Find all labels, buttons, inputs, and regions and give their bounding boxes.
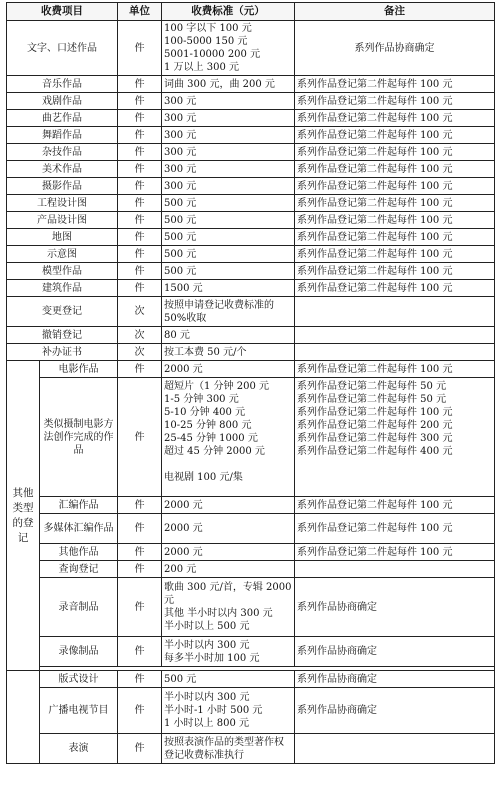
table-row — [7, 263, 495, 280]
table-row — [7, 688, 495, 734]
note-cell: 系列作品协商确定 — [295, 21, 495, 76]
item-cell: 版式设计 — [40, 671, 118, 688]
unit-cell: 件 — [118, 127, 162, 144]
unit-cell: 件 — [118, 688, 162, 734]
item-cell: 美术作品 — [7, 161, 118, 178]
standard-cell: 500 元 — [162, 246, 295, 263]
table-row — [7, 229, 495, 246]
table-row — [7, 378, 495, 497]
note-cell: 系列作品登记第二件起每件 100 元 — [295, 514, 495, 544]
table-row — [7, 671, 495, 688]
table-row — [7, 110, 495, 127]
note-cell: 系列作品登记第二件起每件 100 元 — [295, 178, 495, 195]
standard-cell — [162, 578, 295, 637]
unit-cell: 件 — [118, 195, 162, 212]
unit-cell: 件 — [118, 93, 162, 110]
note-cell: 系列作品协商确定 — [295, 637, 495, 667]
note-cell: 系列作品登记第二件起每件 100 元 — [295, 144, 495, 161]
standard-line: 25-45 分钟 1000 元 — [164, 433, 258, 444]
standard-cell: 300 元 — [162, 127, 295, 144]
standard-cell: 按照申请登记收费标准的 50%收取 — [162, 297, 295, 327]
standard-line: 超过 45 分钟 2000 元 — [164, 446, 265, 457]
item-cell: 建筑作品 — [7, 280, 118, 297]
unit-cell: 件 — [118, 544, 162, 561]
unit-cell: 件 — [118, 161, 162, 178]
unit-cell: 件 — [118, 497, 162, 514]
item-cell: 杂技作品 — [7, 144, 118, 161]
item-cell: 广播电视节目 — [40, 688, 118, 734]
unit-cell: 件 — [118, 671, 162, 688]
note-cell: 系列作品登记第二件起每件 100 元 — [295, 127, 495, 144]
note-cell: 系列作品登记第二件起每件 100 元 — [295, 361, 495, 378]
note-cell — [295, 297, 495, 327]
header-item: 收费项目 — [7, 3, 118, 21]
item-cell: 类似摄制电影方法创作完成的作品 — [40, 378, 118, 497]
table-row — [7, 144, 495, 161]
unit-cell: 件 — [118, 280, 162, 297]
table-row — [7, 578, 495, 637]
blank-group-cell — [7, 671, 40, 764]
standard-line: 半小时以内 300 元 — [164, 639, 250, 651]
note-cell: 系列作品登记第二件起每件 100 元 — [295, 263, 495, 280]
standard-cell: 按照表演作品的类型著作权登记收费标准执行 — [162, 734, 295, 764]
standard-cell: 2000 元 — [162, 514, 295, 544]
item-cell: 补办证书 — [7, 344, 118, 361]
table-row — [7, 561, 495, 578]
note-cell: 系列作品登记第二件起每件 100 元 — [295, 195, 495, 212]
item-cell: 产品设计图 — [7, 212, 118, 229]
unit-cell: 件 — [118, 378, 162, 497]
table-row — [7, 178, 495, 195]
table-row — [7, 212, 495, 229]
note-cell: 系列作品协商确定 — [295, 671, 495, 688]
note-cell: 系列作品登记第二件起每件 100 元 — [295, 93, 495, 110]
unit-cell: 件 — [118, 561, 162, 578]
standard-cell: 300 元 — [162, 178, 295, 195]
note-line: 系列作品登记第二件起每件 200 元 — [297, 420, 453, 431]
standard-line: 100-5000 150 元 — [164, 36, 248, 47]
note-cell — [295, 561, 495, 578]
table-row — [7, 514, 495, 544]
item-cell: 多媒体汇编作品 — [40, 514, 118, 544]
table-row — [7, 344, 495, 361]
standard-line: 半小时以上 500 元 — [164, 621, 250, 632]
standard-line: 半小时-1 小时 500 元 — [164, 705, 263, 716]
unit-cell: 件 — [118, 637, 162, 667]
item-cell: 文字、口述作品 — [7, 21, 118, 76]
unit-cell: 件 — [118, 361, 162, 378]
item-cell: 变更登记 — [7, 297, 118, 327]
standard-line: 超短片（1 分钟 200 元 — [164, 381, 269, 392]
table-row — [7, 246, 495, 263]
unit-cell: 件 — [118, 178, 162, 195]
standard-cell — [162, 378, 295, 497]
note-cell: 系列作品登记第二件起每件 100 元 — [295, 76, 495, 93]
table-row — [7, 544, 495, 561]
note-cell: 系列作品登记第二件起每件 100 元 — [295, 246, 495, 263]
standard-line: 5001-10000 200 元 — [164, 49, 261, 60]
note-line: 系列作品登记第二件起每件 50 元 — [297, 381, 447, 392]
note-cell: 系列作品协商确定 — [295, 688, 495, 734]
unit-cell: 件 — [118, 734, 162, 764]
item-cell: 录音制品 — [40, 578, 118, 637]
standard-cell: 500 元 — [162, 212, 295, 229]
standard-line: 10-25 分钟 800 元 — [164, 420, 252, 431]
standard-line: 每多半小时加 100 元 — [164, 652, 260, 664]
table-row — [7, 21, 495, 76]
unit-cell: 件 — [118, 263, 162, 280]
standard-cell: 500 元 — [162, 195, 295, 212]
standard-cell: 1500 元 — [162, 280, 295, 297]
standard-line: 1 小时以上 800 元 — [164, 718, 249, 729]
unit-cell: 件 — [118, 246, 162, 263]
table-row — [7, 637, 495, 667]
standard-line: 电视剧 100 元/集 — [164, 472, 243, 483]
standard-line: 100 字以下 100 元 — [164, 23, 252, 34]
item-cell: 查询登记 — [40, 561, 118, 578]
table-row — [7, 195, 495, 212]
fee-table — [6, 2, 495, 764]
item-cell: 录像制品 — [40, 637, 118, 667]
standard-line: 1 万以上 300 元 — [164, 62, 239, 73]
standard-line: 歌曲 300 元/首，专辑 2000 元 — [164, 582, 292, 606]
standard-line: 5-10 分钟 400 元 — [164, 407, 246, 418]
standard-line: 1-5 分钟 300 元 — [164, 394, 239, 405]
note-cell — [295, 344, 495, 361]
item-cell: 汇编作品 — [40, 497, 118, 514]
unit-cell: 件 — [118, 76, 162, 93]
table-row — [7, 280, 495, 297]
header-note: 备注 — [295, 3, 495, 21]
item-cell: 摄影作品 — [7, 178, 118, 195]
unit-cell: 件 — [118, 21, 162, 76]
table-row — [7, 361, 495, 378]
note-cell: 系列作品登记第二件起每件 100 元 — [295, 212, 495, 229]
standard-cell: 2000 元 — [162, 361, 295, 378]
unit-cell: 件 — [118, 514, 162, 544]
standard-cell: 80 元 — [162, 327, 295, 344]
standard-line: 其他 半小时以内 300 元 — [164, 608, 273, 619]
table-row — [7, 161, 495, 178]
standard-cell: 2000 元 — [162, 544, 295, 561]
item-cell: 示意图 — [7, 246, 118, 263]
standard-cell: 按工本费 50 元/个 — [162, 344, 295, 361]
item-cell: 工程设计图 — [7, 195, 118, 212]
standard-line: 半小时以内 300 元 — [164, 692, 250, 703]
item-cell: 地图 — [7, 229, 118, 246]
table-row — [7, 127, 495, 144]
note-line: 系列作品登记第二件起每件 400 元 — [297, 446, 453, 457]
unit-cell: 件 — [118, 578, 162, 637]
note-cell: 系列作品登记第二件起每件 100 元 — [295, 544, 495, 561]
item-cell: 舞蹈作品 — [7, 127, 118, 144]
item-cell: 电影作品 — [40, 361, 118, 378]
standard-cell: 200 元 — [162, 561, 295, 578]
header-unit: 单位 — [118, 3, 162, 21]
table-row — [7, 297, 495, 327]
table-row — [7, 327, 495, 344]
note-line: 系列作品登记第二件起每件 300 元 — [297, 433, 453, 444]
unit-cell: 件 — [118, 212, 162, 229]
standard-cell: 500 元 — [162, 263, 295, 280]
unit-cell: 次 — [118, 344, 162, 361]
note-cell: 系列作品登记第二件起每件 100 元 — [295, 229, 495, 246]
note-line: 系列作品登记第二件起每件 50 元 — [297, 394, 447, 405]
item-cell: 戏剧作品 — [7, 93, 118, 110]
unit-cell: 件 — [118, 229, 162, 246]
item-cell: 音乐作品 — [7, 76, 118, 93]
note-cell — [295, 327, 495, 344]
note-cell: 系列作品登记第二件起每件 100 元 — [295, 497, 495, 514]
unit-cell: 次 — [118, 327, 162, 344]
item-cell: 曲艺作品 — [7, 110, 118, 127]
note-cell — [295, 378, 495, 497]
standard-cell: 300 元 — [162, 110, 295, 127]
unit-cell: 件 — [118, 110, 162, 127]
note-cell: 系列作品协商确定 — [295, 578, 495, 637]
table-row — [7, 93, 495, 110]
standard-cell: 词曲 300 元，曲 200 元 — [162, 76, 295, 93]
standard-line — [164, 458, 292, 471]
note-cell: 系列作品登记第二件起每件 100 元 — [295, 280, 495, 297]
table-row — [7, 734, 495, 764]
item-cell: 表演 — [40, 734, 118, 764]
item-cell: 其他作品 — [40, 544, 118, 561]
table-header-row — [7, 3, 495, 21]
standard-cell: 500 元 — [162, 229, 295, 246]
item-cell: 撤销登记 — [7, 327, 118, 344]
header-standard: 收费标准（元） — [162, 3, 295, 21]
unit-cell: 件 — [118, 144, 162, 161]
note-cell: 系列作品登记第二件起每件 100 元 — [295, 161, 495, 178]
item-cell: 模型作品 — [7, 263, 118, 280]
standard-cell — [162, 637, 295, 667]
table-row — [7, 76, 495, 93]
group-label-cell: 其他类型的登记 — [7, 361, 40, 671]
standard-cell — [162, 688, 295, 734]
standard-cell — [162, 21, 295, 76]
standard-cell: 300 元 — [162, 161, 295, 178]
unit-cell: 次 — [118, 297, 162, 327]
note-cell: 系列作品登记第二件起每件 100 元 — [295, 110, 495, 127]
standard-cell: 300 元 — [162, 93, 295, 110]
table-row — [7, 497, 495, 514]
standard-cell: 500 元 — [162, 671, 295, 688]
standard-cell: 2000 元 — [162, 497, 295, 514]
note-line: 系列作品登记第二件起每件 100 元 — [297, 407, 453, 418]
standard-cell: 300 元 — [162, 144, 295, 161]
note-cell — [295, 734, 495, 764]
